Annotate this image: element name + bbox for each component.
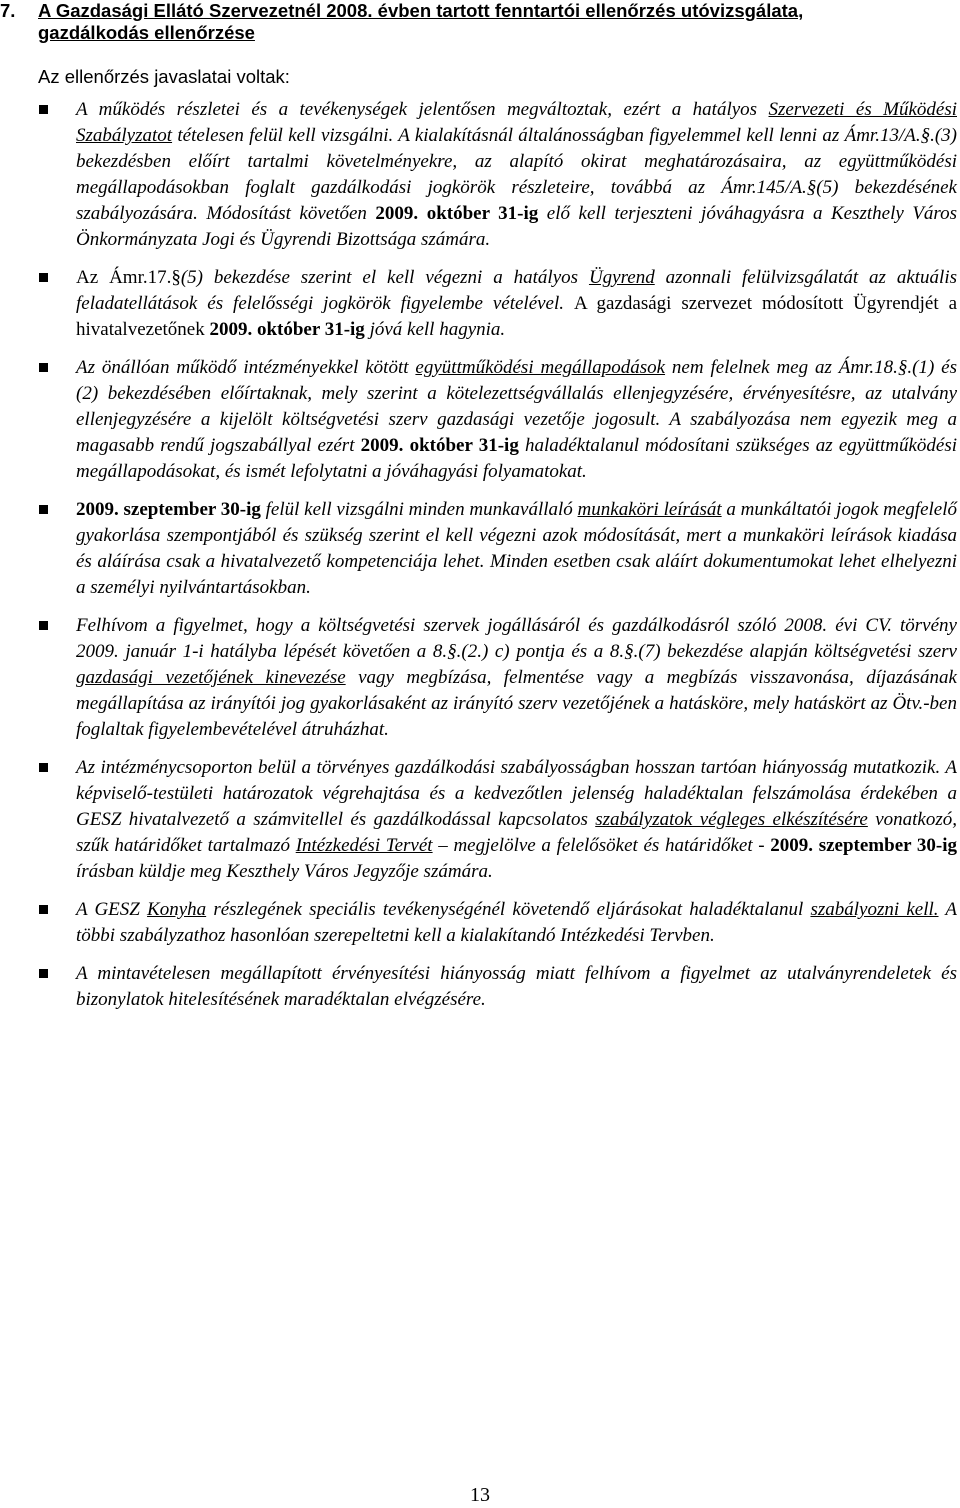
- list-item-text-segment: 2009.: [76, 499, 119, 520]
- list-item-text-segment: 2009.: [375, 203, 419, 224]
- section-heading: [0, 0, 955, 44]
- list-item-text-segment: Konyha: [147, 899, 207, 920]
- list-item-text-segment: Az önállóan működő intézményekkel kötött: [76, 357, 416, 378]
- square-bullet-icon: [39, 273, 48, 282]
- list-item-text-segment: munkaköri leírását: [577, 499, 722, 520]
- list-item-text-segment: A mintavételesen megállapított érvényesítési hiányosság miatt felhívom a figyelmet az utalványrendeletek és bizonylatok hitelesítésének maradéktalan elvégzésére.: [76, 963, 957, 1010]
- list-item-text-segment: részlegének speciális tevékenységénél követendő eljárásokat haladéktalanul: [206, 899, 811, 920]
- square-bullet-icon: [39, 363, 48, 372]
- list-item-text-segment: szabályozni kell.: [810, 899, 939, 920]
- list-item-text-segment: Ügyrend: [588, 267, 655, 288]
- list-item-text-segment: azonnali felülvizsgálatát az aktuális feladatellátások és felelősségi jogkörök figyelembe vételével.: [76, 267, 958, 314]
- list-item: [0, 497, 960, 601]
- list-item-text-segment: 2009.: [209, 319, 253, 340]
- list-item-text-segment: jóvá kell hagynia.: [364, 319, 506, 340]
- intro-text: Az ellenőrzés javaslatai voltak:: [38, 66, 290, 87]
- square-bullet-icon: [39, 905, 48, 914]
- list-item-text-segment: – megjelölve a felelősöket és határidőket -: [432, 835, 771, 856]
- list-item-text-segment: szabályzatok végleges elkészítésére: [595, 809, 868, 830]
- list-item-text-segment: szeptember 30-ig: [123, 499, 261, 520]
- section-title-line1: A Gazdasági Ellátó Szervezetnél 2008. évben tartott fenntartói ellenőrzés utóvizsgálata,: [38, 0, 804, 21]
- list-item-text-segment: Szervezeti és Működési Szabályzatot: [76, 99, 957, 146]
- square-bullet-icon: [39, 621, 48, 630]
- list-item-text-segment: (5) bekezdése szerint el kell végezni a hatályos: [180, 267, 589, 288]
- list-item-text-segment: Intézkedési Tervét: [295, 835, 433, 856]
- list-item-text-segment: gazdasági vezetőjének kinevezése: [76, 667, 346, 688]
- list-item-text-segment: felül kell vizsgálni minden munkavállaló: [260, 499, 578, 520]
- square-bullet-icon: [39, 105, 48, 114]
- list-item: [0, 97, 960, 253]
- list-item-text-segment: írásban küldje meg Keszthely Város Jegyzője számára.: [76, 861, 493, 882]
- list-item-text-segment: [418, 203, 427, 224]
- list-item-text-segment: nem felelnek meg az Ámr.18.§.(1) és (2) bekezdésében előírtaknak, mely szerint a kötelezettségvállalás ellenjegyzésére, érvényesítésre, az utalvány ellenjegyzésére a kijelölt költségvetési szerv gazdasági vezetője jogosult. A szabályozása nem egyezik meg a magasabb rendű jogszabállyal ezért: [76, 357, 958, 456]
- list-item-text-segment: vonatkozó, szűk határidőket tartalmazó: [76, 809, 957, 856]
- list-item-text-segment: A működés részletei és a tevékenységek jelentősen megváltoztak, ezért a hatályos: [76, 99, 769, 120]
- list-item-text-segment: 2009.: [770, 835, 814, 856]
- section-number: 7.: [0, 0, 16, 21]
- list-item-text-segment: A gazdasági szervezet módosított Ügyrendjét a hivatalvezetőnek: [76, 293, 957, 340]
- list-item-text-segment: Felhívom a figyelmet, hogy a költségvetési szervek jogállásáról és gazdálkodásról szóló 2008. évi CV. törvény 2009. január 1-i hatályba lépését követően a 8.§.(2.) c) pontja és a 8.§.(7) bekezdése alapján költségvetési szerv: [76, 615, 957, 662]
- list-item-text-segment: elő kell terjeszteni jóváhagyásra a Keszthely Város Önkormányzata Jogi és Ügyrendi Bizottsága számára.: [76, 203, 958, 250]
- list-item-text-segment: A GESZ: [76, 899, 148, 920]
- list-item-text-segment: október 31-ig: [409, 435, 519, 456]
- list-item-text-segment: Az Ámr.17.§: [76, 267, 181, 288]
- square-bullet-icon: [39, 505, 48, 514]
- list-item-text-segment: együttműködési megállapodások: [415, 357, 666, 378]
- list-item-text-segment: Az intézménycsoporton belül a törvényes gazdálkodási szabályosságban hosszan tartóan hiányosság mutatkozik. A képviselő-testületi határozatok végrehajtása és a kedvezőtlen jelenség haladéktalan felszámolása érdekében a GESZ hivatalvezető a számvitellel és gazdálkodással kapcsolatos: [76, 757, 957, 830]
- section-title-line2: gazdálkodás ellenőrzése: [38, 22, 255, 43]
- list-item: [0, 355, 960, 485]
- list-item: [0, 613, 960, 743]
- square-bullet-icon: [39, 969, 48, 978]
- list-item-text-segment: A többi szabályzathoz hasonlóan szerepeltetni kell a kialakítandó Intézkedési Tervben.: [76, 899, 957, 946]
- list-item: [0, 961, 960, 1013]
- list-item-text-segment: szeptember 30-ig: [818, 835, 958, 856]
- list-item: [0, 755, 960, 885]
- list-item-text-segment: október 31-ig: [256, 319, 365, 340]
- list-item-text-segment: a munkáltatói jogok megfelelő gyakorlása szempontjából és szükség szerint el kell végezni azok módosítását, mert a munkaköri leírások kiadása és aláírása csak a hivatalvezető kompetenciája lehet. Minden esetben csak aláírt dokumentumokat lehet elhelyezni a személyi nyilvántartásokban.: [76, 499, 957, 598]
- list-item: [0, 265, 960, 343]
- recommendation-list: [0, 97, 960, 1013]
- list-item-text-segment: vagy megbízása, felmentése vagy a megbízás visszavonása, díjazásának megállapítása az irányítói jog gyakorlásaként az irányító szerv vezetőjének a hatásköre, mely hatáskört az Ötv.-ben foglaltak figyelembevételével átruházhat.: [76, 667, 957, 740]
- list-item-text-segment: 2009.: [360, 435, 404, 456]
- list-item: [0, 897, 960, 949]
- list-item-text-segment: haladéktalanul módosítani szükséges az együttműködési megállapodásokat, és ismét lefolytatni a jóváhagyási folyamatokat.: [76, 435, 958, 482]
- list-item-text-segment: október 31-ig: [426, 203, 539, 224]
- list-item-text-segment: tételesen felül kell vizsgálni. A kialakításnál általánosságban figyelemmel kell lenni az Ámr.13/A.§.(3) bekezdésben előírt tartalmi követelményekre, az alapító okirat meghatározásaira, az együttműködési megállapodásokban foglalt gazdálkodási jogkörök részleteire, továbbá az Ámr.145/A.§(5) bekezdésének szabályozására. Módosítást követően: [76, 125, 957, 224]
- page-number: 13: [470, 1484, 490, 1506]
- square-bullet-icon: [39, 763, 48, 772]
